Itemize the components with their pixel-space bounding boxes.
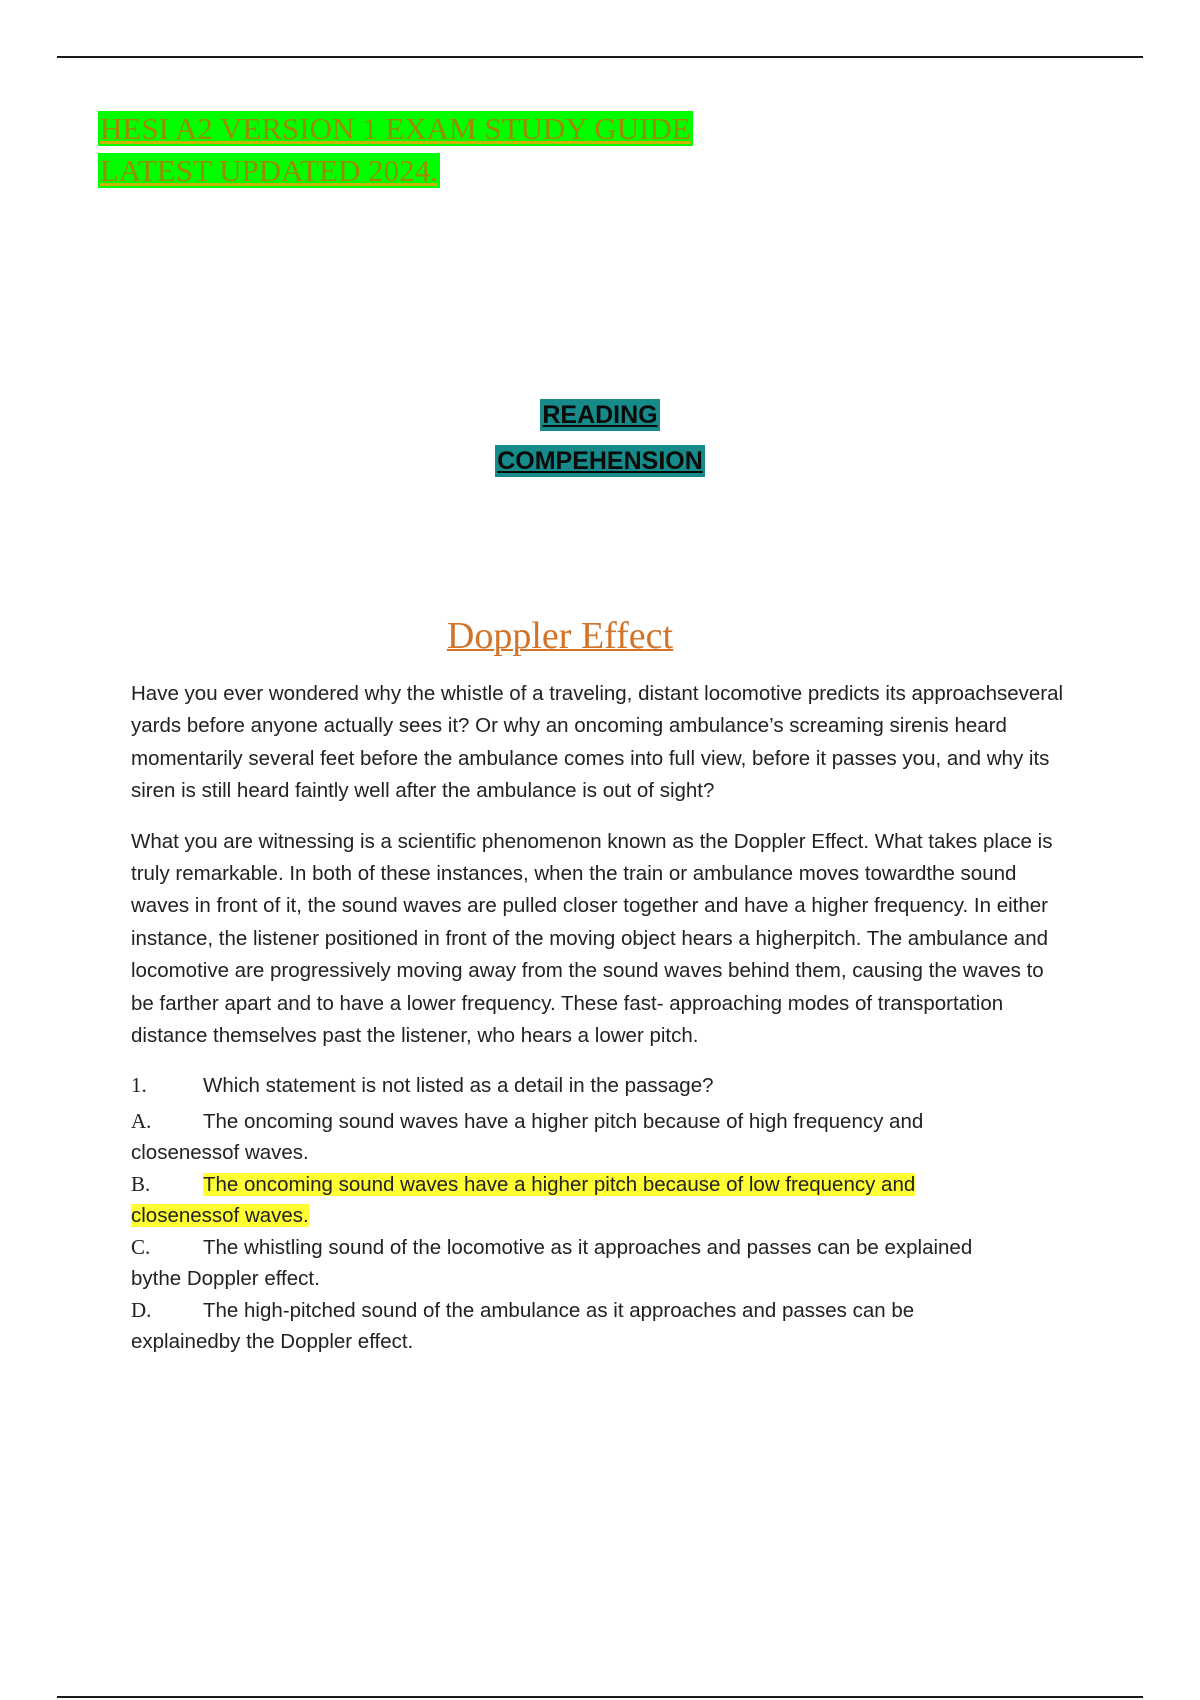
section-heading-line2: COMPEHENSION xyxy=(497,447,703,475)
option-b-text: The oncoming sound waves have a higher pitch because of low frequency and xyxy=(203,1172,916,1196)
option-d-text: The high-pitched sound of the ambulance as it approaches and passes can be xyxy=(203,1298,915,1322)
option-d-text-cont: explainedby the Doppler effect. xyxy=(131,1330,414,1354)
option-b-text-cont: closenessof waves. xyxy=(131,1204,309,1228)
question-stem-text: Which statement is not listed as a detail in the passage? xyxy=(203,1074,714,1098)
option-a-text: The oncoming sound waves have a higher pitch because of high frequency and xyxy=(203,1109,924,1133)
option-d-label: D. xyxy=(131,1297,152,1322)
option-c xyxy=(131,1232,1071,1295)
option-a-text-cont: closenessof waves. xyxy=(131,1141,309,1165)
bottom-rule xyxy=(57,1696,1143,1698)
document-title-line2: LATEST UPDATED 2024. xyxy=(100,153,438,188)
option-c-text-cont: bythe Doppler effect. xyxy=(131,1267,320,1291)
passage-body xyxy=(131,678,1071,1358)
passage-paragraph-2: What you are witnessing is a scientific phenomenon known as the Doppler Effect. What takes place is truly remarkable. In both of these instances, when the train or ambulance moves towardthe sound waves in front of it, the sound waves are pulled closer together and have a higher frequency. In either instance, the listener positioned in front of the moving object hears a higherpitch. The ambulance and locomotive are progressively moving away from the sound waves behind them, causing the waves to be farther apart and to have a lower frequency. These fast- approaching modes of transportation distance themselves past the listener, who hears a lower pitch. xyxy=(131,829,1053,1048)
option-a xyxy=(131,1106,1071,1169)
passage-paragraph-1: Have you ever wondered why the whistle of a traveling, distant locomotive predicts its approachseveral yards before anyone actually sees it? Or why an oncoming ambulance’s screaming sirenis heard momentarily several feet before the ambulance comes into full view, before it passes you, and why its siren is still heard faintly well after the ambulance is out of sight? xyxy=(131,682,1064,803)
section-heading-line1: READING xyxy=(542,401,658,429)
option-d xyxy=(131,1295,1071,1358)
document-title xyxy=(98,108,858,192)
option-b xyxy=(131,1169,1071,1232)
option-c-text: The whistling sound of the locomotive as it approaches and passes can be explained xyxy=(203,1235,973,1259)
passage-title: Doppler Effect xyxy=(446,615,674,657)
section-heading xyxy=(0,392,1200,484)
document-title-line1: HESI A2 VERSION 1 EXAM STUDY GUIDE xyxy=(100,111,691,146)
option-c-label: C. xyxy=(131,1234,151,1259)
top-rule xyxy=(57,56,1143,58)
question-number: 1. xyxy=(131,1073,147,1098)
question-stem xyxy=(131,1070,1071,1102)
question-block xyxy=(131,1070,1071,1358)
option-a-label: A. xyxy=(131,1108,152,1133)
option-b-label: B. xyxy=(131,1171,151,1196)
